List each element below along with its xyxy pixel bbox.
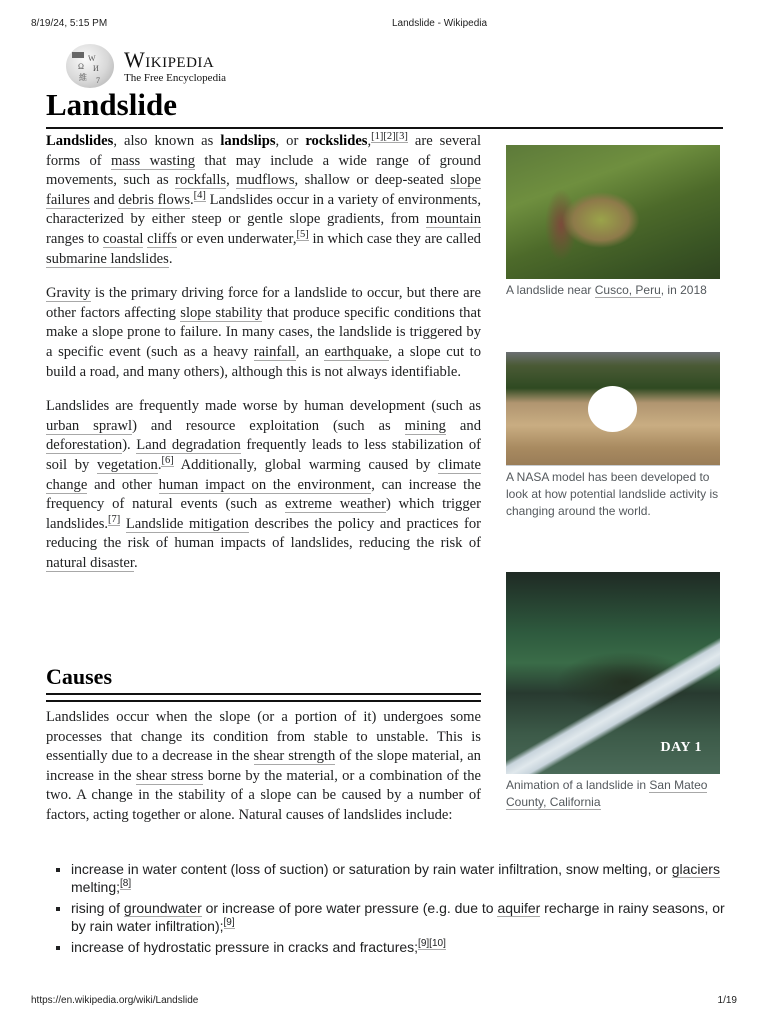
link-rockfalls[interactable]: rockfalls xyxy=(175,172,227,189)
section-divider xyxy=(46,700,481,702)
link-land-degradation[interactable]: Land degradation xyxy=(136,437,241,454)
link-mining[interactable]: mining xyxy=(404,417,446,434)
print-footer xyxy=(0,995,768,1009)
bold-term: Landslides xyxy=(46,133,114,149)
link-san-mateo-county[interactable]: San Mateo County, California xyxy=(506,778,708,809)
figure-caption: Animation of a landslide in San Mateo County, California xyxy=(506,778,708,809)
wikipedia-logo[interactable] xyxy=(66,44,226,88)
link-coastal[interactable]: coastal xyxy=(102,230,144,247)
figure-caption: A landslide near Cusco, Peru, in 2018 xyxy=(506,283,707,297)
link-shear-strength[interactable]: shear strength xyxy=(253,748,336,765)
intro-paragraph-2: Gravity is the primary driving force for a landslide to occur, but there are other factors affecting slope stability that produce specific conditions that make a slope prone to failure. In many cases, the landslide is triggered by a specific event (such as a heavy rainfall, an earthquake, a slope cut to build a road, and many others), although this is not always identifiable. xyxy=(46,285,481,380)
list-item: increase of hydrostatic pressure in cracks and fractures;[9][10] xyxy=(56,938,726,956)
citation-link[interactable]: [9] xyxy=(418,938,430,950)
intro-paragraph-1: Landslides, also known as landslips, or rockslides,[1][2][3] are several forms of mass wasting that may include a wide range of ground movements, such as rockfalls, mudflows, shallow or deep-seated slope failures and debris flows.[4] Landslides occur in a variety of environments, characterized by either steep or gentle slope gradients, from mountain ranges to coastal cliffs or even underwater,[5] in which case they are called submarine landslides. xyxy=(46,131,482,267)
wikipedia-wordmark xyxy=(124,46,227,84)
wikipedia-globe-icon: W Ω И 維 7 xyxy=(66,44,114,88)
section-heading-causes: Causes xyxy=(46,664,113,689)
link-mass-wasting[interactable]: mass wasting xyxy=(111,152,196,169)
citation-link[interactable]: [2] xyxy=(383,131,396,143)
wikipedia-name: Wikipedia xyxy=(124,46,215,72)
link-glaciers[interactable]: glaciers xyxy=(671,861,720,877)
title-divider xyxy=(46,127,723,129)
link-rainfall[interactable]: rainfall xyxy=(253,343,296,360)
print-header xyxy=(0,18,768,32)
bold-term: rockslides xyxy=(305,133,368,149)
list-item: increase in water content (loss of suction) or saturation by rain water infiltration, snow melting, or glaciers melting;[8] xyxy=(56,860,726,896)
link-deforestation[interactable]: deforestation xyxy=(46,437,123,454)
nasa-landslide-video[interactable] xyxy=(506,352,720,466)
link-human-impact[interactable]: human impact on the environment xyxy=(158,476,372,493)
print-url: https://en.wikipedia.org/wiki/Landslide xyxy=(31,995,199,1006)
wikipedia-tagline: The Free Encyclopedia xyxy=(124,71,227,84)
print-datetime: 8/19/24, 5:15 PM xyxy=(31,18,108,29)
citation-link[interactable]: [10] xyxy=(429,938,446,950)
section-divider xyxy=(46,693,481,695)
article-intro xyxy=(46,132,481,588)
causes-paragraph: Landslides occur when the slope (or a portion of it) undergoes some processes that change its condition from stable to unstable. This is essentially due to a decrease in the shear strength of the slope material, an increase in the shear stress borne by the material, or a combination of the two. A change in the stability of a slope can be caused by a number of factors, acting together or alone. Natural causes of landslides include: xyxy=(46,709,481,823)
link-natural-disaster[interactable]: natural disaster xyxy=(46,554,134,571)
link-shear-stress[interactable]: shear stress xyxy=(135,767,204,784)
citation-link[interactable]: [9] xyxy=(223,917,235,929)
video-play-placeholder[interactable] xyxy=(588,386,637,432)
link-mountain[interactable]: mountain xyxy=(425,211,481,228)
link-climate-change[interactable]: climate change xyxy=(46,456,481,493)
print-page-number: 1/19 xyxy=(717,995,737,1006)
figure-caption: A NASA model has been developed to look at how potential landslide activity is changing around the world. xyxy=(506,470,719,518)
citation-link[interactable]: [4] xyxy=(193,189,206,201)
link-mudflows[interactable]: mudflows xyxy=(236,172,295,189)
link-landslide-mitigation[interactable]: Landslide mitigation xyxy=(125,515,249,532)
link-cusco-peru[interactable]: Cusco, Peru xyxy=(594,283,661,297)
link-cliffs[interactable]: cliffs xyxy=(147,230,177,247)
link-earthquake[interactable]: earthquake xyxy=(324,343,389,360)
link-extreme-weather[interactable]: extreme weather xyxy=(284,496,386,513)
citation-link[interactable]: [7] xyxy=(108,513,121,525)
link-groundwater[interactable]: groundwater xyxy=(123,900,202,916)
link-debris-flows[interactable]: debris flows xyxy=(118,191,191,208)
link-slope-stability[interactable]: slope stability xyxy=(180,304,263,321)
san-mateo-landslide-animation[interactable] xyxy=(506,572,720,774)
link-aquifer[interactable]: aquifer xyxy=(497,900,541,916)
citation-link[interactable]: [6] xyxy=(161,455,174,467)
figure-nasa-model xyxy=(506,352,720,520)
page-title: Landslide xyxy=(46,87,177,122)
landslide-cusco-photo[interactable] xyxy=(506,145,720,279)
link-submarine-landslides[interactable]: submarine landslides xyxy=(46,250,169,267)
citation-link[interactable]: [3] xyxy=(395,131,408,143)
print-doc-title: Landslide - Wikipedia xyxy=(392,18,488,29)
citation-link[interactable]: [5] xyxy=(296,229,309,241)
causes-section xyxy=(46,708,481,826)
link-slope-failures[interactable]: slope failures xyxy=(46,172,481,208)
list-item: rising of groundwater or increase of pore water pressure (e.g. due to aquifer recharge in rainy seasons, or by rain water infiltration);[9] xyxy=(56,899,726,935)
link-urban-sprawl[interactable]: urban sprawl xyxy=(46,417,133,434)
intro-paragraph-3: Landslides are frequently made worse by human development (such as urban sprawl) and resource exploitation (such as mining and deforestation). Land degradation frequently leads to less stabilization of soil by vegetation.[6] Additionally, global warming caused by climate change and other human impact on the environment, can increase the frequency of natural events (such as extreme weather) which trigger landslides.[7] Landslide mitigation describes the policy and practices for reducing the risk of human impacts of landslides, reducing the risk of natural disaster. xyxy=(46,398,481,571)
figure-cusco-landslide xyxy=(506,145,720,299)
animation-day-label: DAY 1 xyxy=(660,740,702,755)
figure-san-mateo-animation xyxy=(506,572,720,811)
causes-list xyxy=(56,860,726,959)
citation-link[interactable]: [1] xyxy=(371,131,384,143)
bold-term: landslips xyxy=(220,133,276,149)
link-gravity[interactable]: Gravity xyxy=(46,285,91,302)
link-vegetation[interactable]: vegetation xyxy=(97,456,158,473)
citation-link[interactable]: [8] xyxy=(120,878,132,890)
